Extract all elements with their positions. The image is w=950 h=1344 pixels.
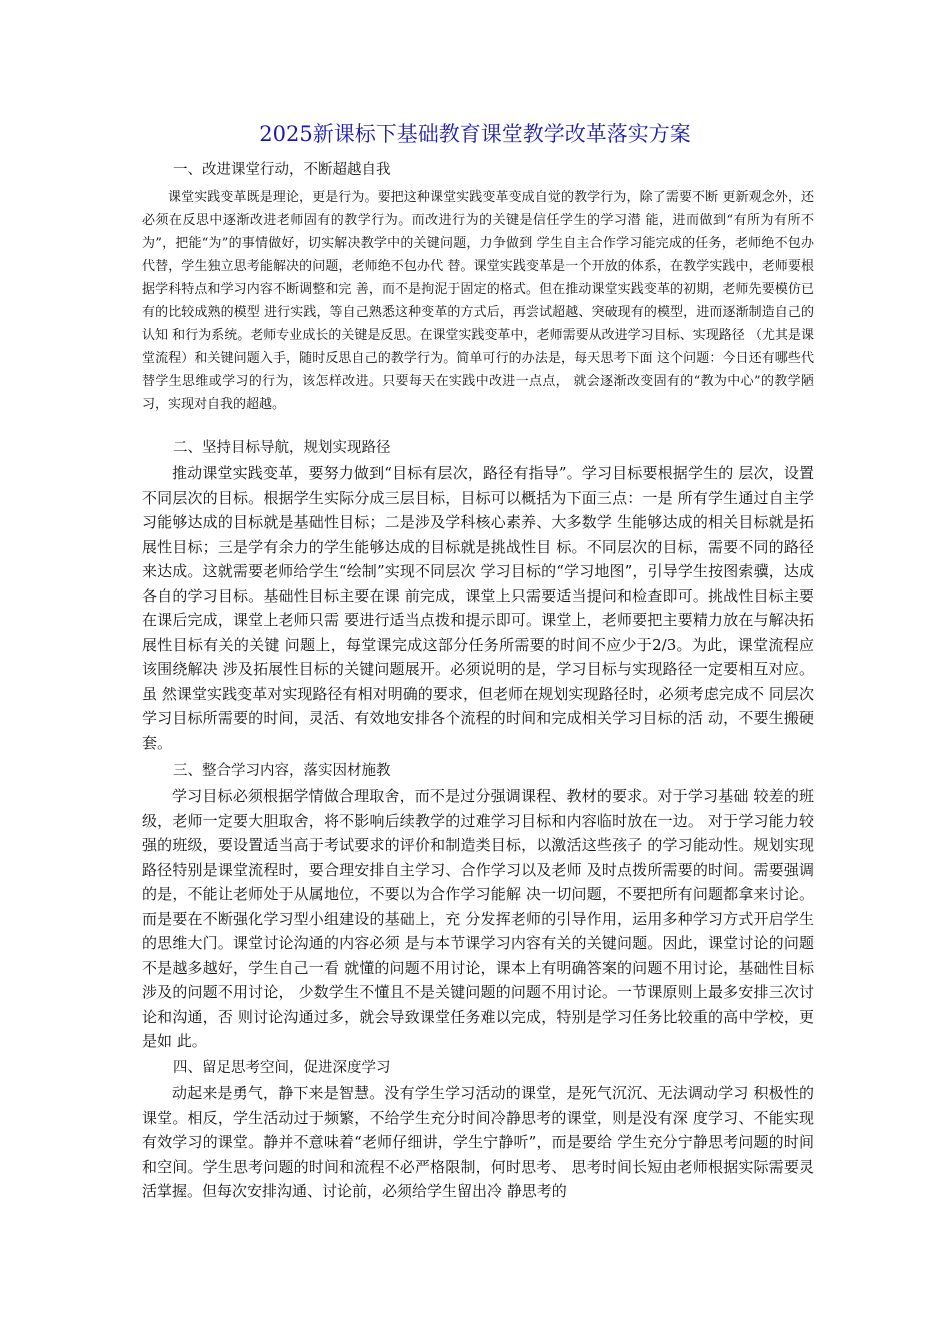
section-4-heading: 四、留足思考空间，促进深度学习 <box>173 1060 391 1076</box>
section-3-paragraph: 学习目标必须根据学情做合理取舍，而不是过分强调课程、教材的要求。对于学习基础 较差的班级，老师一定要大胆取舍，将不影响后续教学的过难学习目标和内容临时放在一边。 对于学习能力较强的班级，要设置适当高于考试要求的评价和制造类目标，以激活这些孩子 的学习能动性。规划实现路径特别是课堂流程时，要合理安排自主学习、合作学习以及老师 及时点拨所需要的时间。需要强调的是，不能让老师处于从属地位，不要以为合作学习能解 决一切问题，不要把所有问题都拿来讨论。而是要在不断强化学习型小组建设的基础上，充 分发挥老师的引导作用，运用多种学习方式开启学生的思维大门。课堂讨论沟通的内容必须 是与本节课学习内容有关的关键问题。因此，课堂讨论的问题不是越多越好，学生自己一看 就懂的问题不用讨论，课本上有明确答案的问题不用讨论，基础性目标涉及的问题不用讨论， 少数学生不懂且不是关键问题的问题不用讨论。一节课原则上最多安排三次讨论和沟通，否 则讨论沟通过多，就会导致课堂任务难以完成，特别是学习任务比较重的高中学校，更是如 此。 <box>142 787 814 1050</box>
section-3-heading: 三、整合学习内容，落实因材施教 <box>173 763 391 779</box>
document-title: 2025新课标下基础教育课堂教学改革落实方案 <box>259 122 691 146</box>
section-2-paragraph: 推动课堂实践变革，要努力做到“目标有层次，路径有指导”。学习目标要根据学生的 层次，设置不同层次的目标。根据学生实际分成三层目标，目标可以概括为下面三点：一是 所有学生通过自主学习能够达成的目标就是基础性目标；二是涉及学科核心素养、大多数学 生能够达成的相关目标就是拓展性目标；三是学有余力的学生能够达成的目标就是挑战性目 标。不同层次的目标，需要不同的路径来达成。这就需要老师给学生“绘制”实现不同层次 学习目标的“学习地图”，引导学生按图索骥，达成各自的学习目标。基础性目标主要在课 前完成，课堂上只需要适当提问和检查即可。挑战性目标主要在课后完成，课堂上老师只需 要进行适当点拨和提示即可。课堂上，老师要把主要精力放在与解决拓展性目标有关的关键 问题上，每堂课完成这部分任务所需要的时间不应少于2/3。为此，课堂流程应该围绕解决 涉及拓展性目标的关键问题展开。必须说明的是，学习目标与实现路径一定要相互对应。虽 然课堂实践变革对实现路径有相对明确的要求，但老师在规划实现路径时，必须考虑完成不 同层次学习目标所需要的时间，灵活、有效地安排各个流程的时间和完成相关学习目标的活 动，不要生搬硬套。 <box>142 464 814 752</box>
section-1-heading: 一、改进课堂行动，不断超越自我 <box>173 162 391 178</box>
section-1-paragraph: 课堂实践变革既是理论，更是行为。要把这种课堂实践变革变成自觉的教学行为，除了需要不断 更新观念外，还必须在反思中逐渐改进老师固有的教学行为。而改进行为的关键是信任学生的学习潜 能，进而做到“有所为有所不为”，把能“为”的事情做好，切实解决教学中的关键问题，力争做到 学生自主合作学习能完成的任务，老师绝不包办代替，学生独立思考能解决的问题，老师绝不包办代 替。课堂实践变革是一个开放的体系，在教学实践中，老师要根据学科特点和学习内容不断调整和完 善，而不是拘泥于固定的格式。但在推动课堂实践变革的初期，老师先要模仿已有的比较成熟的模型 进行实践，等自己熟悉这种变革的方式后，再尝试超越、突破现有的模型，进而逐渐制造自己的认知 和行为系统。老师专业成长的关键是反思。在课堂实践变革中，老师需要从改进学习目标、实现路径 （尤其是课堂流程）和关键问题入手，随时反思自己的教学行为。简单可行的办法是，每天思考下面 这个问题：今日还有哪些代替学生思维或学习的行为，该怎样改进。只要每天在实践中改进一点点， 就会逐渐改变固有的“教为中心”的教学陋习，实现对自我的超越。 <box>142 190 814 412</box>
section-2-heading: 二、坚持目标导航，规划实现路径 <box>173 440 391 456</box>
section-4-paragraph: 动起来是勇气，静下来是智慧。没有学生学习活动的课堂，是死气沉沉、无法调动学习 积极性的课堂。相反，学生活动过于频繁，不给学生充分时间冷静思考的课堂，则是没有深 度学习、不能实现有效学习的课堂。静并不意味着“老师仔细讲，学生宁静听”，而是要给 学生充分宁静思考问题的时间和空间。学生思考问题的时间和流程不必严格限制，何时思考、 思考时间长短由老师根据实际需要灵活掌握。但每次安排沟通、讨论前，必须给学生留出冷 静思考的 <box>142 1084 814 1200</box>
